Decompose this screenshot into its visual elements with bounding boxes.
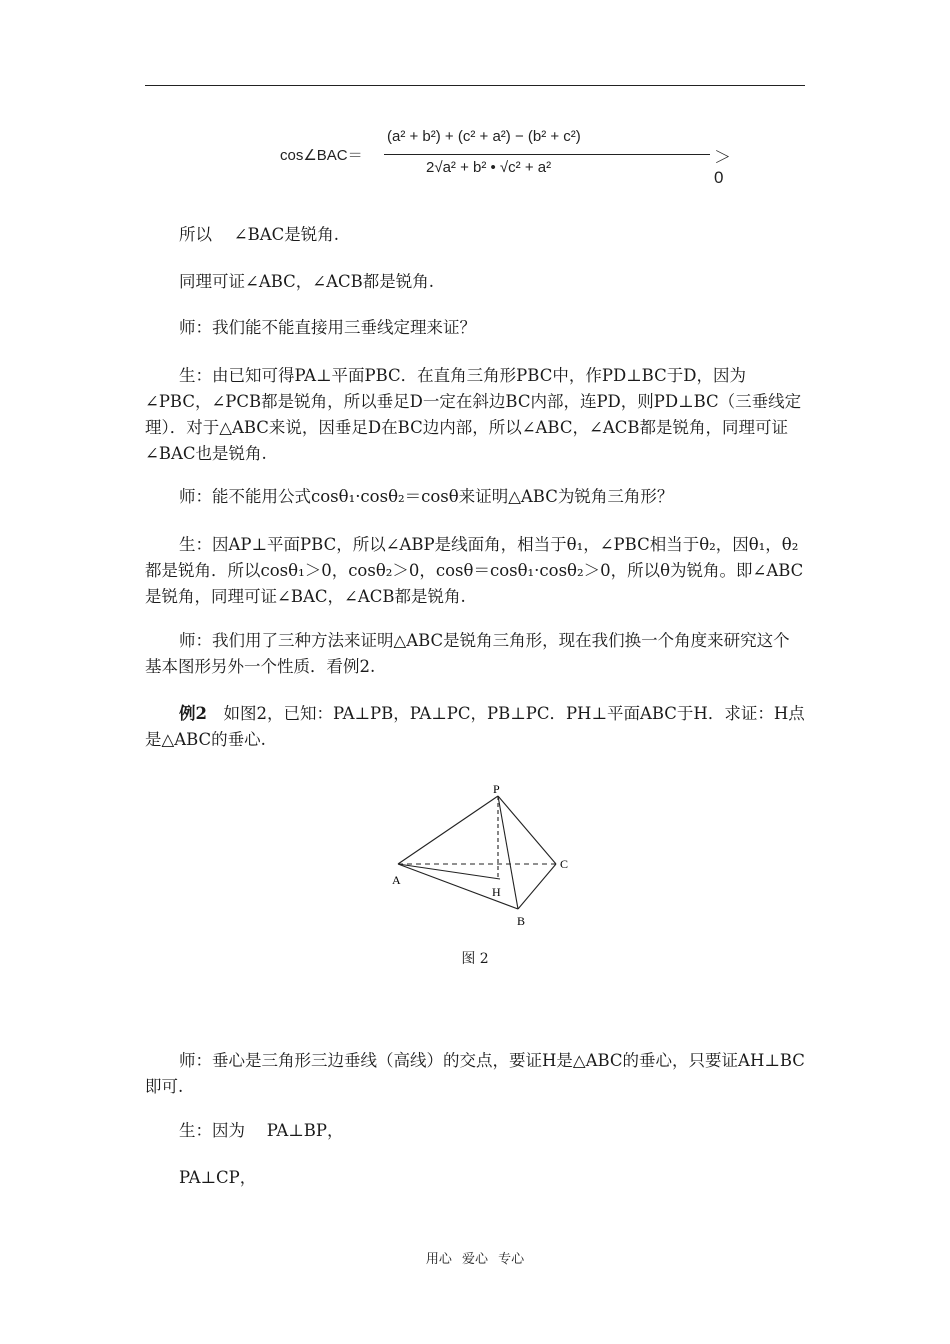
example-label: 例2	[179, 704, 207, 723]
paragraph-6: 生：因AP⊥平面PBC，所以∠ABP是线面角，相当于θ₁，∠PBC相当于θ₂，因θ₁，θ₂都是锐角．所以cosθ₁＞0，cosθ₂＞0，cosθ＝cosθ₁·cosθ₂＞0，所以θ为锐角。即∠ABC是锐角，同理可证∠BAC，∠ACB都是锐角.	[145, 535, 804, 606]
line-ah	[398, 864, 500, 879]
paragraph-2: 同理可证∠ABC，∠ACB都是锐角.	[179, 272, 435, 291]
paragraph-10: PA⊥CP，	[179, 1168, 257, 1187]
formula-rhs: ＞0	[714, 148, 731, 187]
example-2	[145, 701, 805, 753]
paragraph-1: 所以 ∠BAC是锐角.	[179, 225, 339, 244]
label-b: B	[517, 914, 526, 928]
paragraph-5: 师：能不能用公式cosθ₁·cosθ₂＝cosθ来证明△ABC为锐角三角形？	[179, 487, 674, 506]
formula-numerator: (a² + b²) + (c² + a²) − (b² + c²)	[387, 128, 581, 145]
paragraph-3: 师：我们能不能直接用三垂线定理来证？	[179, 318, 476, 337]
header-rule	[145, 85, 805, 86]
edge-pc	[498, 796, 556, 864]
edge-pa	[398, 796, 498, 864]
paragraph-4: 生：由已知可得PA⊥平面PBC．在直角三角形PBC中，作PD⊥BC于D，因为∠PBC，∠PCB都是锐角，所以垂足D一定在斜边BC内部，连PD，则PD⊥BC（三垂线定理）．对于△ABC来说，因垂足D在BC边内部，所以∠ABC，∠ACB都是锐角，同理可证∠BAC也是锐角.	[145, 366, 802, 463]
formula-denominator: 2√a² + b² • √c² + a²	[426, 159, 552, 176]
edge-bc	[518, 864, 556, 909]
paragraph-8: 师：垂心是三角形三边垂线（高线）的交点，要证H是△ABC的垂心，只要证AH⊥BC即可.	[145, 1051, 805, 1096]
example-text: 如图2，已知：PA⊥PB，PA⊥PC，PB⊥PC．PH⊥平面ABC于H．求证：H点是△ABC的垂心.	[145, 704, 805, 749]
label-p: P	[493, 782, 500, 796]
page-footer: 用心 爱心 专心	[425, 1252, 525, 1267]
formula-lhs: cos∠BAC＝	[280, 147, 363, 164]
tetrahedron-figure	[380, 780, 580, 940]
edge-pb	[498, 796, 518, 909]
figure-caption: 图 2	[461, 951, 489, 967]
cosine-formula	[280, 126, 731, 187]
paragraph-9: 生：因为 PA⊥BP，	[179, 1121, 344, 1140]
label-a: A	[392, 873, 401, 887]
label-h: H	[492, 885, 501, 899]
paragraph-7: 师：我们用了三种方法来证明△ABC是锐角三角形，现在我们换一个角度来研究这个基本图形另外一个性质．看例2.	[145, 631, 790, 676]
label-c: C	[560, 857, 569, 871]
fraction-bar	[384, 154, 710, 155]
